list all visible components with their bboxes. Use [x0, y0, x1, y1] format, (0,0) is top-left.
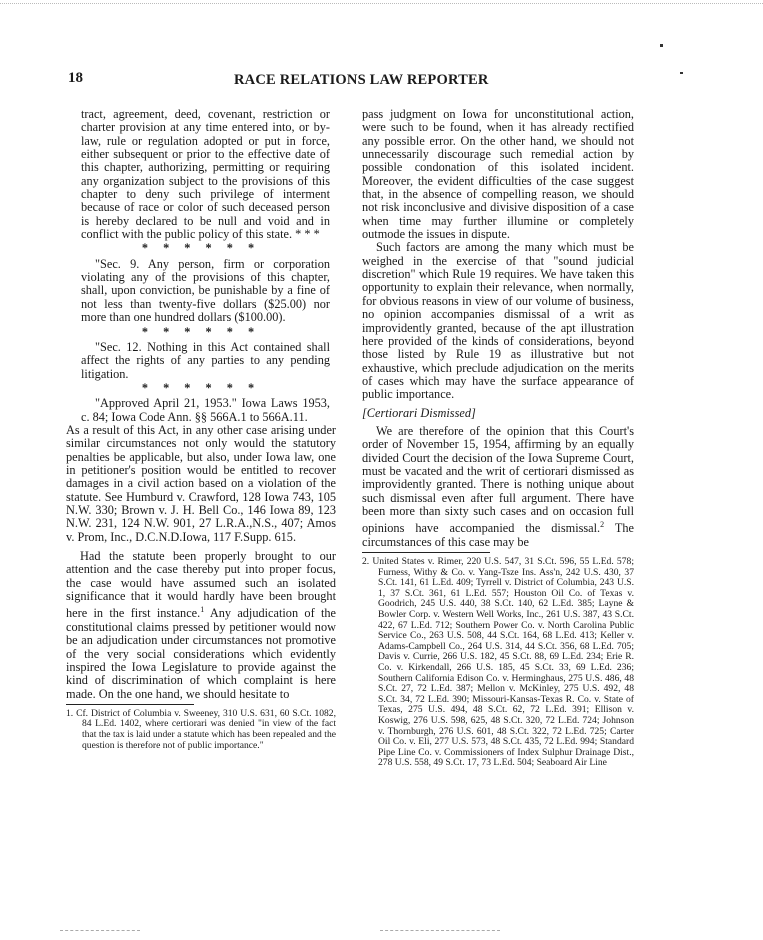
page-number: 18 — [68, 70, 83, 86]
ellipsis-stars: * * * * * * — [141, 380, 261, 395]
running-title: RACE RELATIONS LAW REPORTER — [234, 72, 489, 88]
scan-top-edge — [0, 3, 763, 4]
statute-section-9: "Sec. 9. Any person, firm or corporation violating any of the provisions of this chapter, shall, upon conviction, be punishable by a fine of not less than twenty-five dollars ($25.00) nor more than one hundred dollars ($100.00). — [81, 256, 330, 325]
paragraph-text: We are therefore of the opinion that this Court's order of November 15, 1954, affirming by an equally divided Court the decision of the Iowa Supreme Court, must be vacated and the writ of certiorari dismissed as improvidently granted. There is nothing unique about such dismissal even after full argument. There have been more than sixty such cases and on occasion full opinions have accompanied the dismissal. — [362, 423, 634, 536]
section-heading: [Certiorari Dismissed] — [362, 405, 476, 420]
statute-section-12: "Sec. 12. Nothing in this Act contained shall affect the rights of any parties to any pending litigation. — [81, 339, 330, 381]
page-header — [68, 70, 708, 90]
ellipsis-stars: * * * * * * — [141, 241, 261, 256]
body-paragraph-with-footnote — [66, 550, 336, 701]
ellipsis-stars: * * * * * * — [141, 324, 261, 339]
body-paragraph: As a result of this Act, in any other case arising under similar circumstances not only would the statutory penalties be applicable, but also, under Iowa law, one in petitioner's position would be entitled to recover damages in a civil action based on a violation of the statute. See Humburd v. Crawford, 128 Iowa 743, 105 N.W. 330; Brown v. J. H. Bell Co., 146 Iowa 89, 123 N.W. 231, 124 N.W. 901, 27 L.R.A.,N.S., 407; Amos v. Prom, Inc., D.C.N.D.Iowa, 117 F.Supp. 615. — [66, 422, 336, 544]
right-column — [362, 108, 634, 769]
scan-speck — [680, 72, 683, 74]
body-paragraph: Such factors are among the many which must be weighed in the exercise of that "sound judicial discretion" which Rule 19 requires. We have taken this opportunity to explain their relevance, when normally, for obvious reasons in view of our volume of business, no opinion accompanies dismissal of a writ as improvidently granted, because of the apt illustration here provided of the kinds of considerations, beyond those listed by Rule 19 as illustrative but not exhaustive, which preclude adjudication on the merits of cases which may have the surface appearance of public importance. — [362, 240, 634, 402]
paragraph-text-continued: The circumstances of this case may be — [362, 521, 634, 549]
paragraph-text: Had the statute been properly brought to our attention and the case thereby put into proper focus, the case would have assumed such an isolated significance that it would hardly have been brought here in the first instance. — [66, 549, 336, 621]
scan-footer-mark — [60, 930, 140, 931]
statute-citation: "Approved April 21, 1953." Iowa Laws 1953, c. 84; Iowa Code Ann. §§ 566A.1 to 566A.11. — [81, 396, 330, 424]
footnote-2: 2. United States v. Rimer, 220 U.S. 547, 31 S.Ct. 596, 55 L.Ed. 578; Furness, Withy & Co. v. Yang-Tsze Ins. Ass'n, 242 U.S. 430, 37 S.Ct. 141, 61 L.Ed. 409; Tyrrell v. District of Columbia, 243 U.S. 1, 37 S.Ct. 361, 61 L.Ed. 557; Houston Oil Co. of Texas v. Goodrich, 245 U.S. 440, 38 S.Ct. 140, 62 L.Ed. 385; Layne & Bowler Corp. v. Western Well Works, Inc., 261 U.S. 387, 43 S.Ct. 422, 67 L.Ed. 712; Southern Power Co. v. North Carolina Public Service Co., 263 U.S. 508, 44 S.Ct. 164, 68 L.Ed. 413; Keller v. Adams-Campbell Co., 264 U.S. 314, 44 S.Ct. 356, 68 L.Ed. 705; Davis v. Currie, 266 U.S. 182, 45 S.Ct. 88, 69 L.Ed. 234; Erie R. Co. v. Kirkendall, 266 U.S. 185, 45 S.Ct. 33, 69 L.Ed. 236; Southern California Edison Co. v. Herminghaus, 275 U.S. 486, 48 S.Ct. 27, 72 L.Ed. 387; Mellon v. McKinley, 275 U.S. 492, 48 S.Ct. 34, 72 L.Ed. 390; Missouri-Kansas-Texas R. Co. v. State of Texas, 275 U.S. 494, 48 S.Ct. 62, 72 L.Ed. 391; Ellison v. Koswig, 276 U.S. 598, 625, 48 S.Ct. 320, 72 L.Ed. 724; Johnson v. Thornburgh, 276 U.S. 601, 48 S.Ct. 322, 72 L.Ed. 725; Carter Oil Co. v. Eli, 277 U.S. 573, 48 S.Ct. 435, 72 L.Ed. 994; Standard Pipe Line Co. v. Commissioners of Index Sulphur Drainage Dist., 278 U.S. 558, 49 S.Ct. 17, 73 L.Ed. 504; Seaboard Air Line — [362, 556, 634, 769]
body-paragraph-with-footnote — [362, 425, 634, 549]
statute-quote-paragraph: tract, agreement, deed, covenant, restriction or charter provision at any time entered into, or by-law, rule or regulation adopted or put in force, either subsequent or prior to the effective date of this chapter, authorizing, permitting or requiring any organization subject to the provisions of this chapter to deny such privilege of interment because of race or color of such deceased person is hereby declared to be null and void and in conflict with the public policy of this state. * * * — [81, 107, 330, 242]
footnote-ref: 2 — [600, 520, 605, 530]
paragraph-text-continued: Any adjudication of the constitutional claims pressed by petitioner would now be an adjudication under circumstances not promotive of the very social considerations which evidently inspired the Iowa Legislature to provide against the kind of discrimination of which complaint is here made. On the one hand, we should hesitate to — [66, 606, 336, 701]
footnote-ref: 1 — [200, 605, 205, 615]
footnote-1: 1. Cf. District of Columbia v. Sweeney, 310 U.S. 631, 60 S.Ct. 1082, 84 L.Ed. 1402, where certiorari was denied "in view of the fact that the tax is laid under a statute which has been repealed and the question is therefore not of public importance." — [66, 707, 336, 751]
scan-footer-mark — [380, 930, 500, 931]
scan-speck — [660, 44, 663, 47]
footnote-rule — [66, 704, 194, 705]
footnote-rule — [362, 552, 490, 553]
left-column — [66, 108, 336, 751]
body-paragraph: pass judgment on Iowa for unconstitutional action, were such to be found, when it has already rectified any possible error. On the other hand, we should not unnecessarily discourage such remedial action by possible condonation of this isolated incident. Moreover, the evident difficulties of the case suggest that, in the absence of compelling reason, we should not risk inconclusive and divisive disposition of a case when time may further illumine or completely outmode the issues in dispute. — [362, 107, 634, 242]
